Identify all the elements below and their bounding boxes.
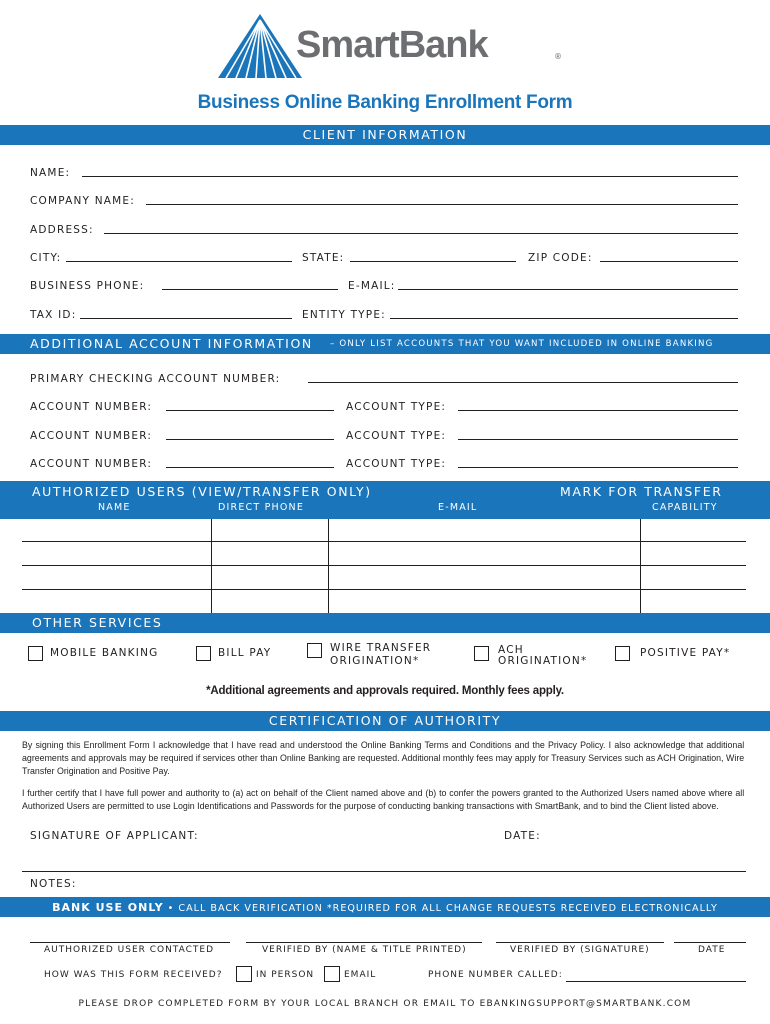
brand-name: SmartBank	[296, 24, 488, 66]
state-label: STATE:	[302, 252, 345, 264]
date-label: DATE:	[504, 830, 541, 842]
account-number-label: ACCOUNT NUMBER:	[30, 401, 153, 413]
account-number-label: ACCOUNT NUMBER:	[30, 430, 153, 442]
taxid-field[interactable]	[80, 318, 292, 319]
account-number-field[interactable]	[166, 467, 334, 468]
bank-date-label: DATE	[698, 945, 726, 955]
received-label: HOW WAS THIS FORM RECEIVED?	[44, 970, 223, 980]
address-field[interactable]	[104, 233, 738, 234]
footer-instructions: PLEASE DROP COMPLETED FORM BY YOUR LOCAL BRANCH OR EMAIL TO EBANKINGSUPPORT@SMARTBANK.COM	[78, 999, 692, 1009]
bill-pay-label: BILL PAY	[218, 647, 272, 659]
other-services-header: OTHER SERVICES	[0, 613, 770, 633]
account-number-label: ACCOUNT NUMBER:	[30, 458, 153, 470]
account-number-field[interactable]	[166, 439, 334, 440]
ach-label: ACH	[498, 644, 524, 656]
account-number-field[interactable]	[166, 410, 334, 411]
bill-pay-checkbox[interactable]	[196, 646, 211, 661]
entity-field[interactable]	[390, 318, 738, 319]
account-type-field[interactable]	[458, 410, 738, 411]
col-email: E-MAIL	[438, 502, 478, 513]
mobile-banking-checkbox[interactable]	[28, 646, 43, 661]
account-type-label: ACCOUNT TYPE:	[346, 430, 447, 442]
name-field[interactable]	[82, 176, 738, 177]
mobile-banking-label: MOBILE BANKING	[50, 647, 159, 659]
zip-label: ZIP CODE:	[528, 252, 593, 264]
primary-checking-field[interactable]	[308, 382, 738, 383]
account-type-label: ACCOUNT TYPE:	[346, 401, 447, 413]
verified-name-label: VERIFIED BY (NAME & TITLE PRINTED)	[262, 945, 467, 955]
in-person-checkbox[interactable]	[236, 966, 252, 982]
in-person-label: IN PERSON	[256, 970, 315, 980]
ach-label-2: ORIGINATION*	[498, 655, 588, 667]
additional-account-header: ADDITIONAL ACCOUNT INFORMATION – ONLY LIST ACCOUNTS THAT YOU WANT INCLUDED IN ONLINE BANKING	[0, 334, 770, 354]
name-label: NAME:	[30, 167, 71, 179]
col-direct-phone: DIRECT PHONE	[218, 502, 305, 513]
wire-transfer-label: WIRE TRANSFER	[330, 642, 432, 654]
wire-transfer-checkbox[interactable]	[307, 643, 322, 658]
phone-label: BUSINESS PHONE:	[30, 280, 145, 292]
col-capability: CAPABILITY	[652, 502, 718, 513]
certification-paragraph-1: By signing this Enrollment Form I acknowledge that I have read and understood the Online Banking Terms and Conditions and the Privacy Policy. I also acknowledge that additional agreements and approvals may be required if services other than Online Banking are requested. Additional monthly fees may apply for Treasury Services such as ACH Origination, Wire Transfer Origination and Positive Pay.	[22, 740, 745, 777]
account-type-field[interactable]	[458, 467, 738, 468]
certification-paragraph-2: I further certify that I have full power and authority to (a) act on behalf of the Client named above and (b) to confer the powers granted to the Authorized Users named above where all Authorized Users are permitted to use Login Identifications and Passwords for the purpose of conducting banking transactions with SmartBank, and to bind the Client listed above.	[22, 788, 745, 812]
phone-called-label: PHONE NUMBER CALLED:	[428, 970, 563, 980]
verified-signature-label: VERIFIED BY (SIGNATURE)	[510, 945, 650, 955]
client-info-header: CLIENT INFORMATION	[0, 125, 770, 145]
certification-header: CERTIFICATION OF AUTHORITY	[0, 711, 770, 731]
signature-field[interactable]	[22, 871, 746, 872]
primary-checking-label: PRIMARY CHECKING ACCOUNT NUMBER:	[30, 373, 281, 385]
wire-transfer-label-2: ORIGINATION*	[330, 655, 420, 667]
signature-label: SIGNATURE OF APPLICANT:	[30, 830, 199, 842]
authorized-user-contacted-label: AUTHORIZED USER CONTACTED	[44, 945, 215, 955]
email-received-label: EMAIL	[344, 970, 377, 980]
zip-field[interactable]	[600, 261, 738, 262]
company-field[interactable]	[146, 204, 738, 205]
entity-label: ENTITY TYPE:	[302, 309, 386, 321]
account-type-field[interactable]	[458, 439, 738, 440]
state-field[interactable]	[350, 261, 516, 262]
email-checkbox[interactable]	[324, 966, 340, 982]
smartbank-logo	[216, 12, 566, 82]
table-row[interactable]	[22, 541, 746, 542]
verified-name-field[interactable]	[246, 942, 482, 943]
notes-label: NOTES:	[30, 878, 77, 890]
authorized-user-contacted-field[interactable]	[30, 942, 230, 943]
taxid-label: TAX ID:	[30, 309, 77, 321]
form-title: Business Online Banking Enrollment Form	[197, 92, 573, 113]
city-label: CITY:	[30, 252, 62, 264]
authorized-users-table	[22, 519, 746, 613]
table-row[interactable]	[22, 565, 746, 566]
address-label: ADDRESS:	[30, 224, 94, 236]
registered-mark: ®	[554, 52, 562, 61]
account-type-label: ACCOUNT TYPE:	[346, 458, 447, 470]
fees-note: *Additional agreements and approvals required. Monthly fees apply.	[206, 685, 564, 697]
positive-pay-label: POSITIVE PAY*	[640, 647, 731, 659]
logo-triangle-icon	[216, 12, 304, 80]
col-name: NAME	[98, 502, 131, 513]
bank-date-field[interactable]	[674, 942, 746, 943]
company-label: COMPANY NAME:	[30, 195, 135, 207]
email-label: E-MAIL:	[348, 280, 396, 292]
city-field[interactable]	[66, 261, 292, 262]
phone-called-field[interactable]	[566, 981, 746, 982]
phone-field[interactable]	[162, 289, 338, 290]
positive-pay-checkbox[interactable]	[615, 646, 630, 661]
email-field[interactable]	[398, 289, 738, 290]
table-row[interactable]	[22, 589, 746, 590]
verified-signature-field[interactable]	[496, 942, 664, 943]
bank-use-header: BANK USE ONLY • CALL BACK VERIFICATION *REQUIRED FOR ALL CHANGE REQUESTS RECEIVED ELECTRONICALLY	[0, 897, 770, 917]
ach-checkbox[interactable]	[474, 646, 489, 661]
authorized-users-header: AUTHORIZED USERS (VIEW/TRANSFER ONLY) MARK FOR TRANSFER NAME DIRECT PHONE E-MAIL CAPABILITY	[0, 481, 770, 519]
